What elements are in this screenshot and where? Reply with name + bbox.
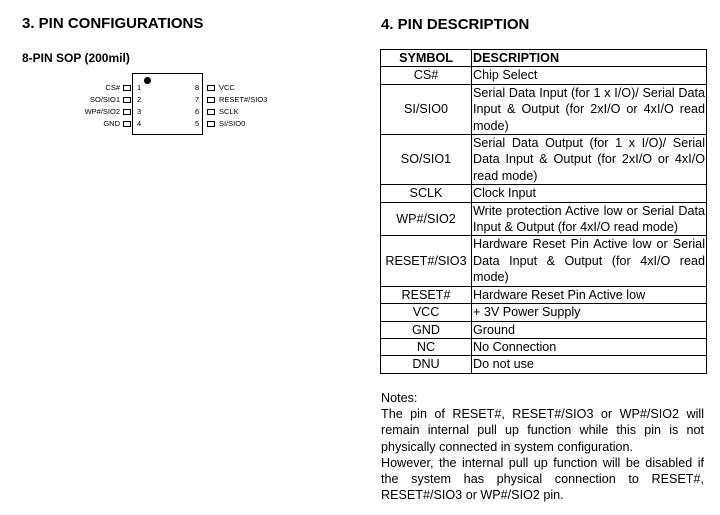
notes-paragraph-1: The pin of RESET#, RESET#/SIO3 or WP#/SIO2 will remain internal pull up function while this pin is not physically connected in system configuration. — [381, 407, 704, 454]
table-row — [381, 304, 707, 321]
table-row — [381, 135, 707, 185]
table-row — [381, 321, 707, 338]
pin-number-3: 3 — [137, 107, 142, 116]
symbol-cell: NC — [381, 338, 472, 355]
symbol-cell: DNU — [381, 356, 472, 373]
symbol-cell: SCLK — [381, 185, 472, 202]
table-row — [381, 356, 707, 373]
symbol-cell: SO/SIO1 — [381, 135, 472, 185]
pin-lead-2 — [123, 97, 131, 103]
description-cell: Serial Data Output (for 1 x I/O)/ Serial Data Input & Output (for 2xI/O or 4xI/O read mode) — [473, 136, 705, 183]
pin-number-5: 5 — [195, 119, 200, 128]
table-row — [381, 84, 707, 134]
notes-section — [381, 390, 704, 503]
symbol-cell: RESET#/SIO3 — [381, 236, 472, 286]
pin-lead-5 — [207, 121, 215, 127]
table-row — [381, 286, 707, 303]
chip-body — [132, 73, 203, 135]
pin-number-2: 2 — [137, 95, 142, 104]
symbol-cell: CS# — [381, 67, 472, 84]
pin-label-6: SCLK — [219, 107, 239, 116]
pin-number-4: 4 — [137, 119, 142, 128]
package-label: 8-PIN SOP (200mil) — [22, 51, 130, 65]
pin-number-1: 1 — [137, 83, 142, 92]
symbol-cell: RESET# — [381, 286, 472, 303]
description-cell: Chip Select — [472, 67, 707, 84]
description-cell: Serial Data Input (for 1 x I/O)/ Serial Data Input & Output (for 2xI/O or 4xI/O read mode) — [473, 85, 705, 133]
pin-description-table — [380, 49, 707, 374]
pin-label-1: CS# — [105, 83, 120, 92]
pin-lead-7 — [207, 97, 215, 103]
description-cell: Ground — [472, 321, 707, 338]
description-cell: No Connection — [472, 338, 707, 355]
pin-number-7: 7 — [195, 95, 200, 104]
table-row — [381, 202, 707, 236]
description-cell: Hardware Reset Pin Active low — [472, 286, 707, 303]
pin-config-heading: 3. PIN CONFIGURATIONS — [22, 15, 204, 32]
symbol-cell: WP#/SIO2 — [381, 202, 472, 236]
pin-lead-4 — [123, 121, 131, 127]
table-row — [381, 67, 707, 84]
pin-description-heading: 4. PIN DESCRIPTION — [381, 16, 530, 33]
pin-lead-3 — [123, 109, 131, 115]
table-header-row — [381, 50, 707, 67]
column-header-symbol: SYMBOL — [381, 50, 472, 67]
column-header-description: DESCRIPTION — [472, 50, 707, 67]
pin-label-8: VCC — [219, 83, 235, 92]
description-cell: Clock Input — [472, 185, 707, 202]
notes-paragraph-2: However, the internal pull up function will be disabled if the system has physical connection to RESET#, RESET#/SIO3 or WP#/SIO2 pin. — [381, 455, 704, 503]
pin-lead-6 — [207, 109, 215, 115]
pin-number-8: 8 — [195, 83, 200, 92]
description-cell: Do not use — [472, 356, 707, 373]
symbol-cell: GND — [381, 321, 472, 338]
pin-lead-8 — [207, 85, 215, 91]
description-cell: Write protection Active low or Serial Data Input & Output (for 4xI/O read mode) — [473, 203, 705, 235]
table-row — [381, 236, 707, 286]
symbol-cell: SI/SIO0 — [381, 84, 472, 134]
notes-title: Notes: — [381, 391, 418, 405]
pin-label-2: SO/SIO1 — [89, 95, 120, 104]
pin-label-4: GND — [103, 119, 120, 128]
symbol-cell: VCC — [381, 304, 472, 321]
description-cell: Hardware Reset Pin Active low or Serial Data Input & Output (for 4xI/O read mode) — [473, 237, 705, 285]
table-row — [381, 338, 707, 355]
pin-label-7: RESET#/SIO3 — [219, 95, 268, 104]
description-cell: + 3V Power Supply — [472, 304, 707, 321]
pin1-marker-dot — [144, 77, 151, 84]
pin-label-5: SI/SIO0 — [219, 119, 246, 128]
pin-label-3: WP#/SIO2 — [84, 107, 120, 116]
table-row — [381, 185, 707, 202]
pin-number-6: 6 — [195, 107, 200, 116]
pin-lead-1 — [123, 85, 131, 91]
